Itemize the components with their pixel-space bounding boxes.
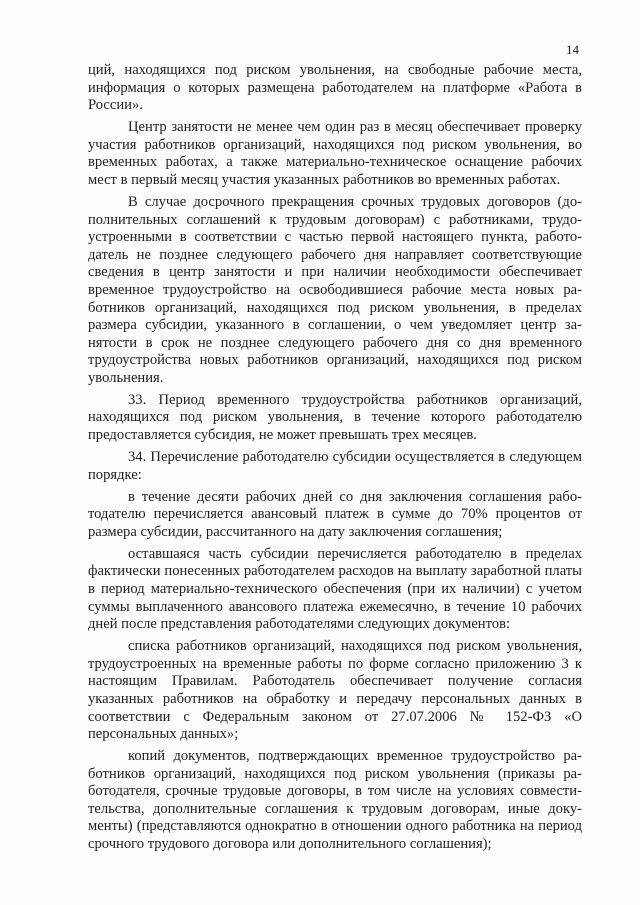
paragraph-employee-list: списка работников организаций, находящихся под риском увольнения, трудоустроенных на временные работы по форме согласно приложению 3 к настоящим Правилам. Работодатель обеспечивает получение согласия указанных работников на обработку и передачу персональных данных в соответствии с Федеральным законом от 27.07.2006 № 152-ФЗ «О персональных данных»; bbox=[88, 638, 582, 743]
paragraph-continuation: ций, находящихся под риском увольнения, на свободные рабочие места, информация о которых размещена работодателем на платформе «Работа в России». bbox=[88, 62, 582, 114]
body-text bbox=[88, 62, 582, 858]
paragraph-early-termination: В случае досрочного прекращения срочных трудовых договоров (дополнительных соглашений к трудовым договорам) с работниками, трудоустроенными в соответствии с частью первой настоящего пункта, работодатель не позднее следующего рабочего дня направляет соответствующие сведения в центр занятости и при наличии необходимости обеспечивает временное трудоустройство на освободившиеся рабочие места новых работников организаций, находящихся под риском увольнения, в пределах размера субсидии, указанного в соглашении, о чем уведомляет центр занятости в срок не позднее следующего рабочего дня со дня временного трудоустройства новых работников организаций, находящихся под риском увольнения. bbox=[88, 193, 582, 386]
paragraph-document-copies: копий документов, подтверждающих временное трудоустройство работников организаций, находящихся под риском увольнения (приказы работодателя, срочные трудовые договоры, в том числе на условиях совместительства, дополнительные соглашения к трудовым договорам, иные документы) (представляются однократно в отношении одного работника на период срочного трудового договора или дополнительного соглашения); bbox=[88, 748, 582, 853]
page-number: 14 bbox=[566, 42, 579, 57]
paragraph-job-center-check: Центр занятости не менее чем один раз в месяц обеспечивает проверку участия работников организаций, находящихся под риском увольнения, во временных работах, а также материально-техническое оснащение рабочих мест в первый месяц участия указанных работников во временных работах. bbox=[88, 119, 582, 188]
paragraph-remaining-subsidy: оставшаяся часть субсидии перечисляется работодателю в пределах фактически понесенных работодателем расходов на выплату заработной платы в период материально-технического обеспечения (при их наличии) с учетом суммы выплаченного авансового платежа ежемесячно, в течение 10 рабочих дней после представления работодателями следующих документов: bbox=[88, 545, 582, 633]
paragraph-advance-payment: в течение десяти рабочих дней со дня заключения соглашения работодателю перечисляется авансовый платеж в сумме до 70% процентов от размера субсидии, рассчитанного на дату заключения соглашения; bbox=[88, 488, 582, 540]
paragraph-34-transfer-order: 34. Перечисление работодателю субсидии осуществляется в следующем порядке: bbox=[88, 449, 582, 483]
paragraph-33-period: 33. Период временного трудоустройства работников организаций, находящихся под риском увольнения, в течение которого работодателю предоставляется субсидия, не может превышать трех месяцев. bbox=[88, 391, 582, 444]
